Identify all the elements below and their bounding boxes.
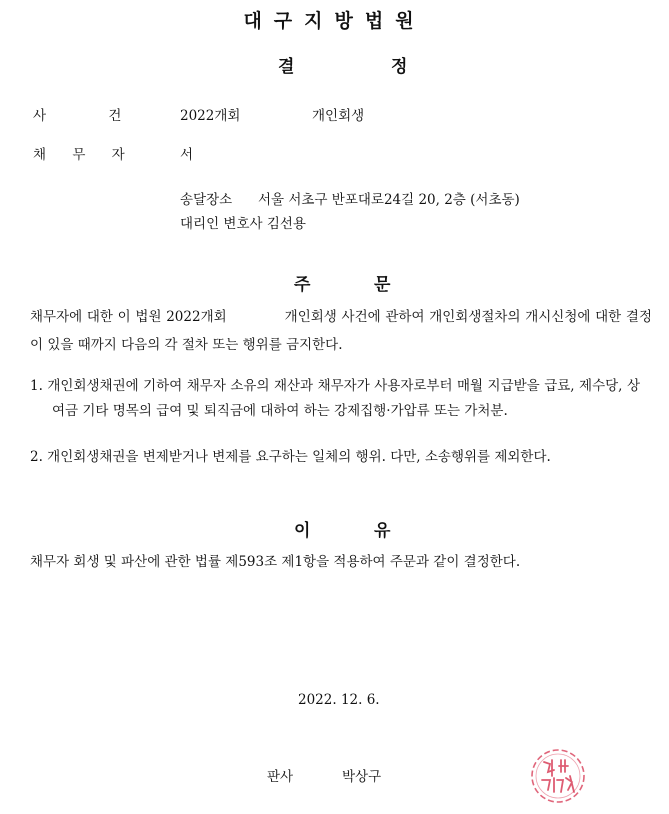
doc-type-right: 정 [391,57,408,77]
reason-text: 채무자 회생 및 파산에 관한 법률 제593조 제1항을 적용하여 주문과 같이 결정한다. [30,554,521,570]
order-intro-b: 개인회생 사건에 관하여 개인회생절차의 개시신청에 대한 결정이 있을 때까지 다음의 각 절차 또는 행위를 금지한다. [30,309,652,353]
debtor-label: 채 무 자 [33,147,125,163]
order-item-1: 1. 개인회생채권에 기하여 채무자 소유의 재산과 채무자가 사용자로부터 매월 지급받을 급료, 제수당, 상여금 기타 명목의 급여 및 퇴직금에 대하여 하는 강제집행·가압류 또는 가처분. [30,378,640,419]
reason-heading-left: 이 [294,521,311,541]
court-name: 대구지방법원 [243,10,426,32]
doc-type-left: 결 [278,57,295,77]
judge-name: 박상구 [342,769,382,785]
decision-date: 2022. 12. 6. [298,692,380,708]
order-item-2: 2. 개인회생채권을 변제받거나 변제를 요구하는 일체의 행위. 다만, 소송행위를 제외한다. [30,449,551,465]
case-number: 2022개회 [180,108,241,124]
agent: 대리인 변호사 김선용 [180,216,306,232]
order-intro [30,303,652,359]
order-heading-left: 주 [294,275,311,295]
order-intro-a: 채무자에 대한 이 법원 2022개회 [30,309,227,325]
debtor-name: 서 [180,147,194,163]
judge-seal-icon [528,742,588,806]
judge-title: 판사 [267,769,294,785]
address-label: 송달장소 [180,192,233,208]
case-label: 사 건 [33,108,122,124]
reason-heading-right: 유 [374,521,391,541]
case-type: 개인회생 [312,108,365,124]
order-heading-right: 문 [374,275,391,295]
address: 서울 서초구 반포대로24길 20, 2층 (서초동) [258,192,520,208]
